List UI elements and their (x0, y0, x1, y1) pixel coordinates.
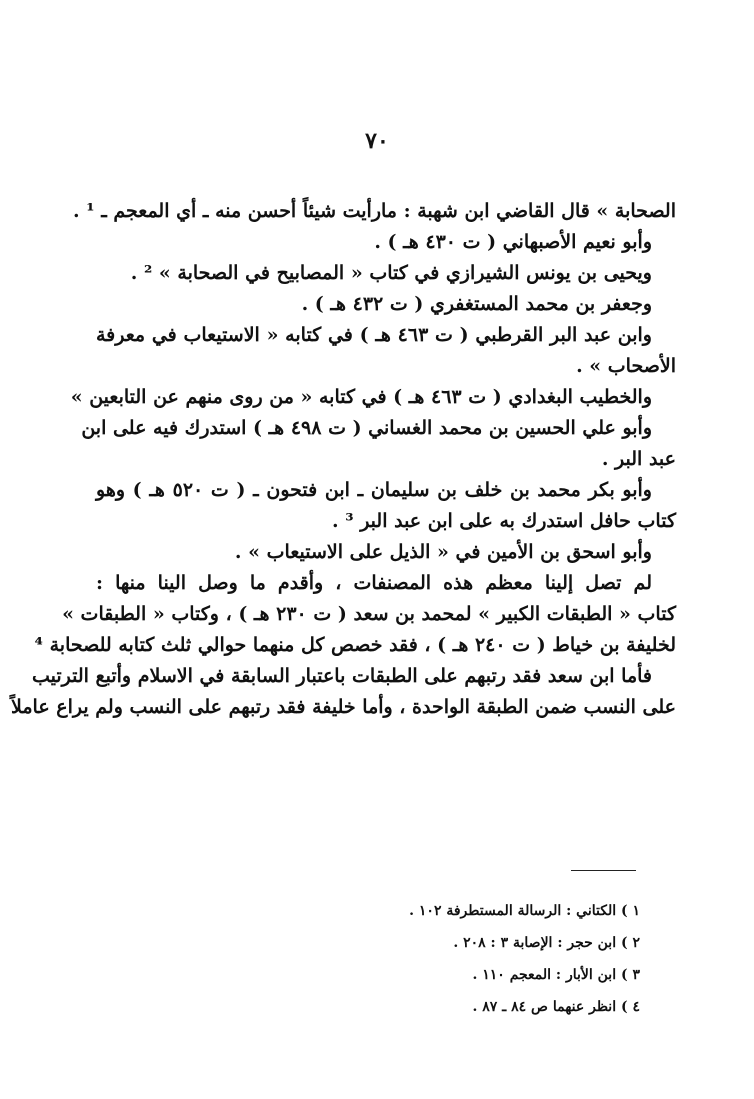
body-line: الصحابة » قال القاضي ابن شهبة : مارأيت شيئاً أحسن منه ـ أي المعجم ـ ¹ . (73, 200, 676, 222)
footnote: ٣ ) ابن الأبار : المعجم ١١٠ . (472, 967, 640, 983)
body-line: وأبو اسحق بن الأمين في « الذيل على الاستيعاب » . (234, 541, 652, 563)
body-line: فأما ابن سعد فقد رتبهم على الطبقات باعتبار السابقة في الاسلام وأتبع الترتيب (31, 665, 652, 687)
body-line: ويحيى بن يونس الشيرازي في كتاب « المصابيح في الصحابة » ² . (130, 262, 652, 284)
footnote-divider (571, 870, 636, 871)
footnote: ٢ ) ابن حجر : الإصابة ٣ : ٢٠٨ . (453, 935, 640, 951)
footnotes (96, 895, 640, 1023)
body-line: كتاب « الطبقات الكبير » لمحمد بن سعد ( ت ٢٣٠ هـ ) ، وكتاب « الطبقات » (62, 603, 676, 625)
body-line: وأبو نعيم الأصبهاني ( ت ٤٣٠ هـ ) . (374, 231, 652, 253)
body-line: وجعفر بن محمد المستغفري ( ت ٤٣٢ هـ ) . (301, 293, 652, 315)
body-line: وأبو علي الحسين بن محمد الغساني ( ت ٤٩٨ هـ ) استدرك فيه على ابن (81, 417, 652, 439)
body-line: على النسب ضمن الطبقة الواحدة ، وأما خليفة فقد رتبهم على النسب ولم يراع عاملاً (11, 696, 676, 718)
body-line: وابن عبد البر القرطبي ( ت ٤٦٣ هـ ) في كتابه « الاستيعاب في معرفة (96, 324, 652, 346)
body-text (11, 196, 676, 723)
body-line: الأصحاب » . (576, 355, 676, 377)
footnote: ٤ ) انظر عنهما ص ٨٤ ـ ٨٧ . (472, 999, 640, 1015)
body-line: لم تصل إلينا معظم هذه المصنفات ، وأقدم ما وصل الينا منها : (96, 572, 652, 594)
body-line: والخطيب البغدادي ( ت ٤٦٣ هـ ) في كتابه « من روى منهم عن التابعين » (70, 386, 652, 408)
body-line: وأبو بكر محمد بن خلف بن سليمان ـ ابن فتحون ـ ( ت ٥٢٠ هـ ) وهو (96, 479, 652, 501)
body-line: لخليفة بن خياط ( ت ٢٤٠ هـ ) ، فقد خصص كل منهما حوالي ثلث كتابه للصحابة ⁴ (34, 634, 676, 656)
footnote: ١ ) الكتاني : الرسالة المستطرفة ١٠٢ . (409, 903, 640, 919)
page-number: ٧٠ (365, 128, 389, 154)
body-line: كتاب حافل استدرك به على ابن عبد البر ³ . (332, 510, 676, 532)
body-line: عبد البر . (601, 448, 676, 470)
